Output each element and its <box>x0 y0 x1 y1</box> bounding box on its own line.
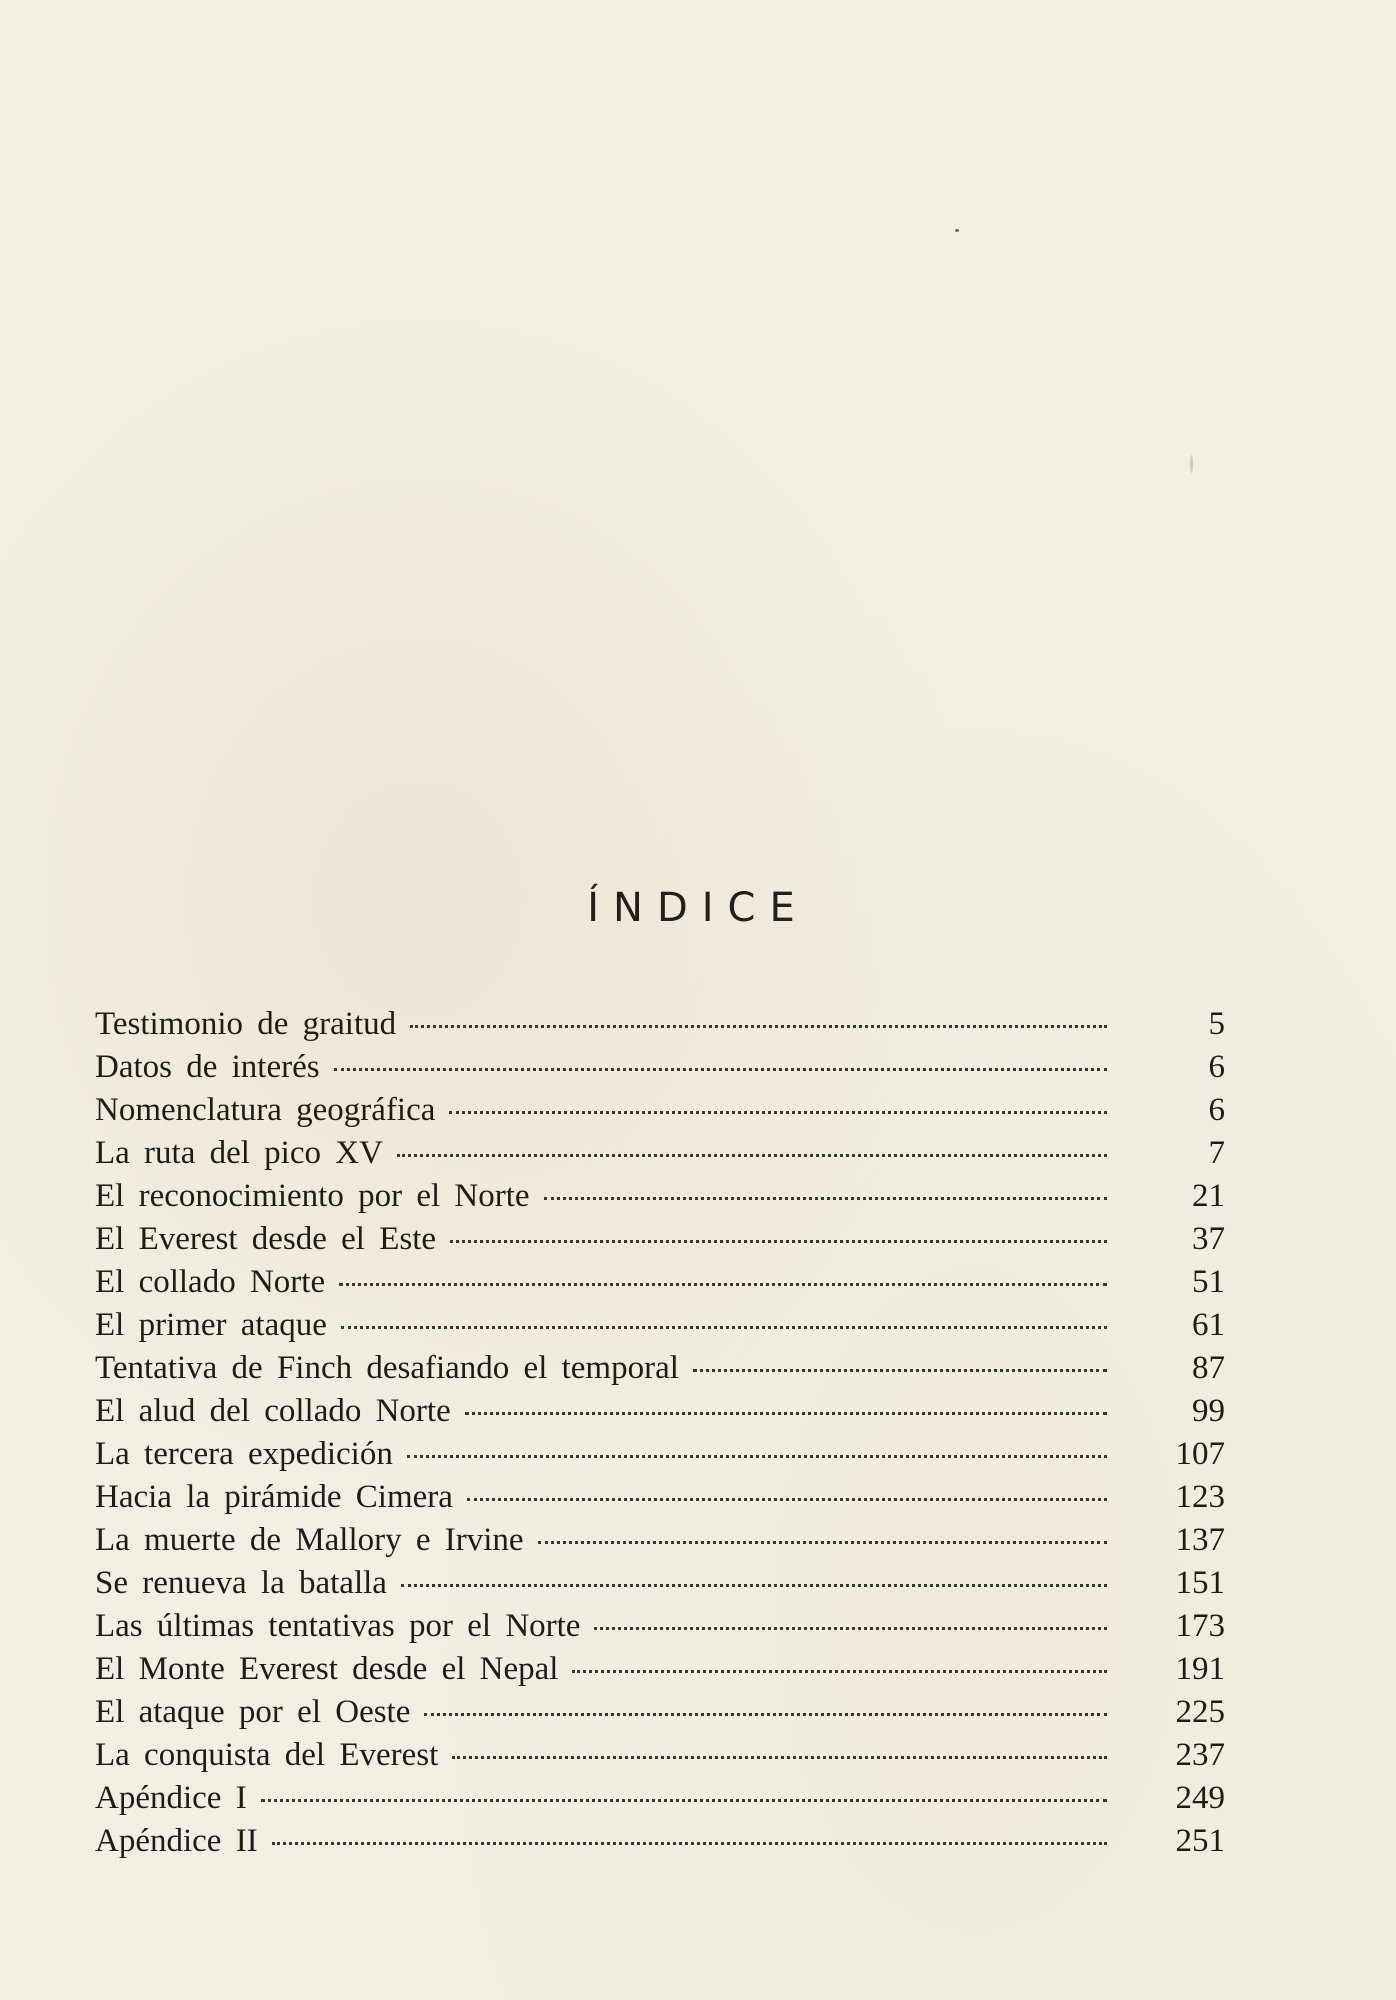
toc-entry-page-number: 137 <box>1175 1522 1225 1558</box>
dot-leader <box>465 1412 1107 1415</box>
toc-entry-title: La ruta del pico XV <box>95 1135 383 1171</box>
toc-entry-page-number: 6 <box>1208 1049 1225 1085</box>
toc-entry <box>95 1304 1225 1347</box>
toc-entry-title: Apéndice I <box>95 1780 247 1816</box>
dot-leader <box>401 1584 1107 1587</box>
toc-entry <box>95 1691 1225 1734</box>
dot-leader <box>572 1670 1107 1673</box>
toc-entry-title: El collado Norte <box>95 1264 326 1300</box>
toc-entry-title: Datos de interés <box>95 1049 320 1085</box>
toc-entry-page-number: 151 <box>1175 1565 1225 1601</box>
dot-leader <box>449 1111 1107 1114</box>
toc-entry-title: La tercera expedición <box>95 1436 393 1472</box>
toc-entry-title: El reconocimiento por el Norte <box>95 1178 530 1214</box>
dot-leader <box>407 1455 1107 1458</box>
toc-entry-title: El Everest desde el Este <box>95 1221 437 1257</box>
toc-entry-page-number: 191 <box>1175 1651 1225 1687</box>
toc-entry <box>95 1519 1225 1562</box>
toc-entry-page-number: 61 <box>1192 1307 1225 1343</box>
toc-entry-page-number: 225 <box>1175 1694 1225 1730</box>
toc-entry <box>95 1261 1225 1304</box>
toc-entry <box>95 1089 1225 1132</box>
toc-entry-title: El ataque por el Oeste <box>95 1694 411 1730</box>
toc-entry-title: Testimonio de graitud <box>95 1006 397 1042</box>
toc-entry-page-number: 7 <box>1208 1135 1225 1171</box>
toc-entry <box>95 1390 1225 1433</box>
toc-entry-page-number: 6 <box>1208 1092 1225 1128</box>
toc-entry <box>95 1605 1225 1648</box>
dot-leader <box>538 1541 1107 1544</box>
toc-entry-page-number: 99 <box>1192 1393 1225 1429</box>
toc-entry-title: El Monte Everest desde el Nepal <box>95 1651 559 1687</box>
toc-entry-page-number: 107 <box>1175 1436 1225 1472</box>
toc-entry <box>95 1734 1225 1777</box>
dot-leader <box>334 1068 1107 1071</box>
index-title: ÍNDICE <box>587 884 809 931</box>
dot-leader <box>339 1283 1107 1286</box>
dot-leader <box>397 1154 1107 1157</box>
toc-entry-page-number: 87 <box>1192 1350 1225 1386</box>
toc-entry <box>95 1562 1225 1605</box>
dot-leader <box>693 1369 1107 1372</box>
toc-entry-title: La muerte de Mallory e Irvine <box>95 1522 524 1558</box>
paper-speck <box>955 229 959 232</box>
toc-entry-page-number: 21 <box>1192 1178 1225 1214</box>
dot-leader <box>467 1498 1107 1501</box>
toc-entry-title: Nomenclatura geográfica <box>95 1092 436 1128</box>
dot-leader <box>272 1842 1107 1845</box>
dot-leader <box>410 1025 1107 1028</box>
dot-leader <box>544 1197 1107 1200</box>
toc-entry <box>95 1820 1225 1863</box>
toc-entry <box>95 1132 1225 1175</box>
toc-entry-page-number: 173 <box>1175 1608 1225 1644</box>
toc-entry <box>95 1648 1225 1691</box>
dot-leader <box>594 1627 1107 1630</box>
dot-leader <box>452 1756 1107 1759</box>
toc-entry-title: La conquista del Everest <box>95 1737 439 1773</box>
toc-entry-page-number: 51 <box>1192 1264 1225 1300</box>
toc-entry-title: El primer ataque <box>95 1307 327 1343</box>
toc-entry-page-number: 5 <box>1208 1006 1225 1042</box>
toc-entry-title: Se renueva la batalla <box>95 1565 387 1601</box>
toc-entry-title: Hacia la pirámide Cimera <box>95 1479 453 1515</box>
dot-leader <box>450 1240 1107 1243</box>
paper-speck <box>1190 455 1193 473</box>
toc-entry <box>95 1175 1225 1218</box>
toc-entry-title: El alud del collado Norte <box>95 1393 451 1429</box>
toc-entry-title: Apéndice II <box>95 1823 258 1859</box>
toc-entry <box>95 1003 1225 1046</box>
toc-entry <box>95 1777 1225 1820</box>
toc-entry-page-number: 249 <box>1175 1780 1225 1816</box>
toc-entry-page-number: 123 <box>1175 1479 1225 1515</box>
toc-entry <box>95 1476 1225 1519</box>
dot-leader <box>261 1799 1107 1802</box>
dot-leader <box>341 1326 1107 1329</box>
toc-entry <box>95 1433 1225 1476</box>
table-of-contents <box>95 1003 1225 1863</box>
toc-entry <box>95 1347 1225 1390</box>
toc-entry-page-number: 237 <box>1175 1737 1225 1773</box>
toc-entry <box>95 1046 1225 1089</box>
toc-entry-page-number: 37 <box>1192 1221 1225 1257</box>
toc-entry-title: Tentativa de Finch desafiando el temporal <box>95 1350 679 1386</box>
toc-entry-title: Las últimas tentativas por el Norte <box>95 1608 581 1644</box>
dot-leader <box>424 1713 1107 1716</box>
toc-entry-page-number: 251 <box>1175 1823 1225 1859</box>
toc-entry <box>95 1218 1225 1261</box>
